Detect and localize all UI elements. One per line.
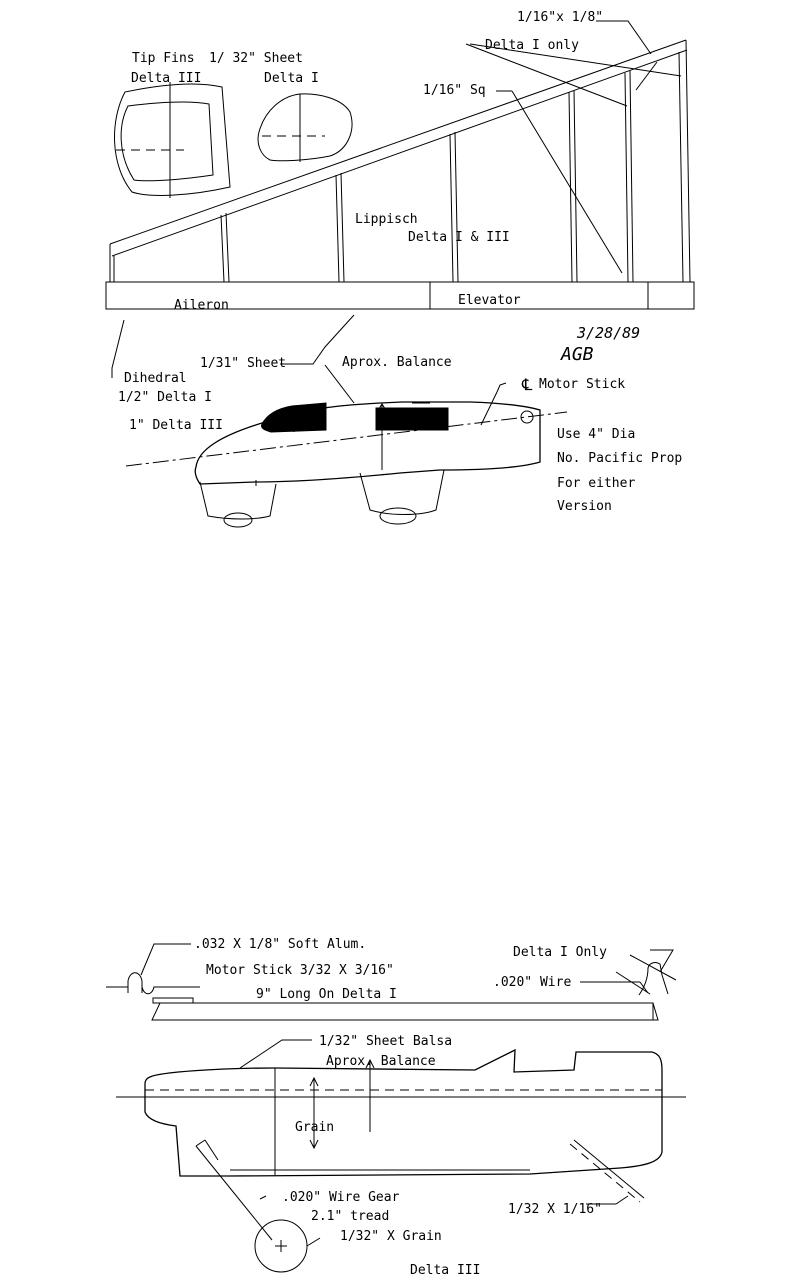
- prop-line-1: Use 4" Dia: [557, 427, 636, 442]
- aprox-balance-label: Aprox. Balance: [326, 1054, 436, 1069]
- sheet-1-32-label: 1/ 32" Sheet: [209, 51, 303, 66]
- x-grain-label: 1/32" X Grain: [340, 1229, 442, 1244]
- soft-alum-label: .032 X 1/8" Soft Alum.: [194, 937, 367, 952]
- dihedral-label: Dihedral: [124, 371, 187, 386]
- wire-020-label: .020" Wire: [493, 975, 572, 990]
- delta-i-fins-label: Delta I: [264, 71, 319, 86]
- aileron-label: Aileron: [174, 298, 229, 313]
- tip-fin-delta-i: [258, 94, 352, 162]
- top-labels: [118, 10, 682, 514]
- initials-label: AGB: [561, 344, 594, 365]
- sq-1-16-label: 1/16" Sq: [423, 83, 486, 98]
- dihedral-one-label: 1" Delta III: [129, 418, 223, 433]
- delta-iii-label: Delta III: [410, 1263, 481, 1278]
- sheet-balsa-label: 1/32" Sheet Balsa: [319, 1034, 453, 1049]
- wire-gear-label: .020" Wire Gear: [282, 1190, 400, 1205]
- size-1-32x1-16-label: 1/32 X 1/16": [508, 1202, 602, 1217]
- long-on-delta-label: 9" Long On Delta I: [256, 987, 397, 1002]
- grain-label: Grain: [295, 1120, 335, 1135]
- lippisch-label: Lippisch: [355, 212, 418, 227]
- bottom-labels: [194, 937, 607, 1278]
- date-label: 3/28/89: [577, 324, 641, 342]
- dihedral-half-label: 1/2" Delta I: [118, 390, 212, 405]
- prop-line-4: Version: [557, 499, 612, 514]
- prop-line-2: No. Pacific Prop: [557, 451, 683, 466]
- tip-fin-delta-iii: [115, 82, 230, 198]
- prop-line-3: For either: [557, 476, 636, 491]
- elevator-label: Elevator: [458, 293, 521, 308]
- size-1-16x1-8-label: 1/16"x 1/8": [517, 10, 604, 25]
- centerline-icon: ℄: [522, 375, 533, 394]
- delta-i-only-bottom-label: Delta I Only: [513, 945, 607, 960]
- aprox-balance-top-label: Aprox. Balance: [342, 355, 452, 370]
- delta-iii-fins-label: Delta III: [131, 71, 202, 86]
- motor-stick-size-label: Motor Stick 3/32 X 3/16": [206, 963, 394, 978]
- motor-stick-label: Motor Stick: [539, 377, 626, 392]
- delta-i-only-label: Delta I only: [485, 38, 579, 53]
- tip-fins-label: Tip Fins: [132, 51, 195, 66]
- delta-i-iii-label: Delta I & III: [408, 230, 510, 245]
- sheet-1-31-label: 1/31" Sheet: [200, 356, 287, 371]
- tread-label: 2.1" tread: [311, 1209, 390, 1224]
